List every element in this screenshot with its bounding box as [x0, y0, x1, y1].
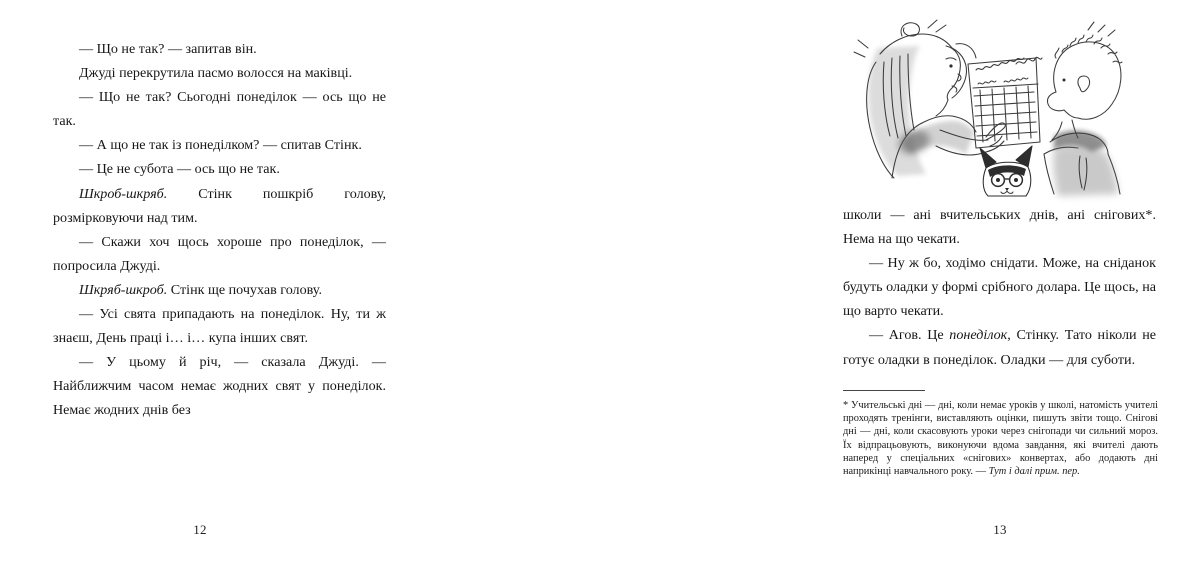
- paragraph: — Скажи хоч щось хороше про понеділок, — попросила Джуді.: [53, 233, 386, 274]
- right-page-textblock: [843, 203, 1156, 372]
- page-number-right: 13: [993, 522, 1007, 537]
- footnote-marker: *: [843, 400, 849, 411]
- paragraph-sound-effect: [53, 278, 386, 302]
- page-right: [400, 0, 1158, 569]
- page-left: [0, 0, 400, 569]
- sound-effect-italic: Шкроб-шкряб.: [79, 185, 168, 202]
- paragraph: — Ну ж бо, ходімо снідати. Може, на сніданок будуть оладки у формі срібного долара. Це щось, на що варто чекати.: [843, 255, 1156, 320]
- paragraph: — Це не субота — ось що не так.: [79, 161, 280, 178]
- page-number-left: 12: [193, 522, 207, 537]
- paragraph-sound-effect: [53, 182, 386, 230]
- footnote-attribution: Тут і далі прим. пер.: [988, 466, 1080, 478]
- paragraph: Джуді перекрутила пасмо волосся на маківці.: [79, 65, 353, 82]
- paragraph: школи — ані вчительських днів, ані снігових*. Нема на що чекати.: [843, 207, 1156, 248]
- paragraph: — Що не так? Сьогодні понеділок — ось що не так.: [53, 89, 386, 130]
- paragraph-tail: , Стінку. Тато ніколи не готує оладки в понеділок. Оладки — для суботи.: [843, 327, 1156, 368]
- footnote-separator-rule: [843, 390, 925, 391]
- paragraph: — Усі свята припадають на понеділок. Ну, ти ж знаєш, День праці і… і… купа інших свят.: [53, 306, 386, 347]
- sound-effect-italic: Шкряб-шкроб.: [79, 281, 168, 298]
- paragraph: — Що не так? — запитав він.: [79, 41, 257, 57]
- footnote-body: Учительські дні — дні, коли немає уроків у школі, натомість учителі проходять тренінги, виставляють оцінки, пишуть звіти тощо. Снігові дні — дні, коли скасовують уроки через снігопади чи сильний мороз. Їх відпрацьовують, виконуючи вдома завдання, які вчителі дають наперед у спеціальних «снігових» конвертах, або додають дні наприкінці навчального року. —: [843, 400, 1158, 478]
- paragraph: — А що не так із понеділком? — спитав Стінк.: [79, 137, 362, 154]
- paragraph-rest: Стінк пошкріб голову, розмірковуючи над тим.: [53, 185, 386, 226]
- paragraph-rest: Стінк ще почухав голову.: [167, 281, 322, 298]
- footnote: [843, 399, 1158, 478]
- paragraph-with-emphasis: [843, 323, 1156, 371]
- paragraph: — У цьому й річ, — сказала Джуді. — Найближчим часом немає жодних свят у понеділок. Немає жодних днів без: [53, 354, 386, 419]
- paragraph-lead: — Агов. Це: [869, 327, 950, 344]
- emphasis-italic: понеділок: [949, 327, 1008, 344]
- left-page-textblock: [53, 37, 386, 423]
- illustration-girl-boy-calendar-cat: [840, 18, 1160, 196]
- footnote-text: [843, 399, 1158, 478]
